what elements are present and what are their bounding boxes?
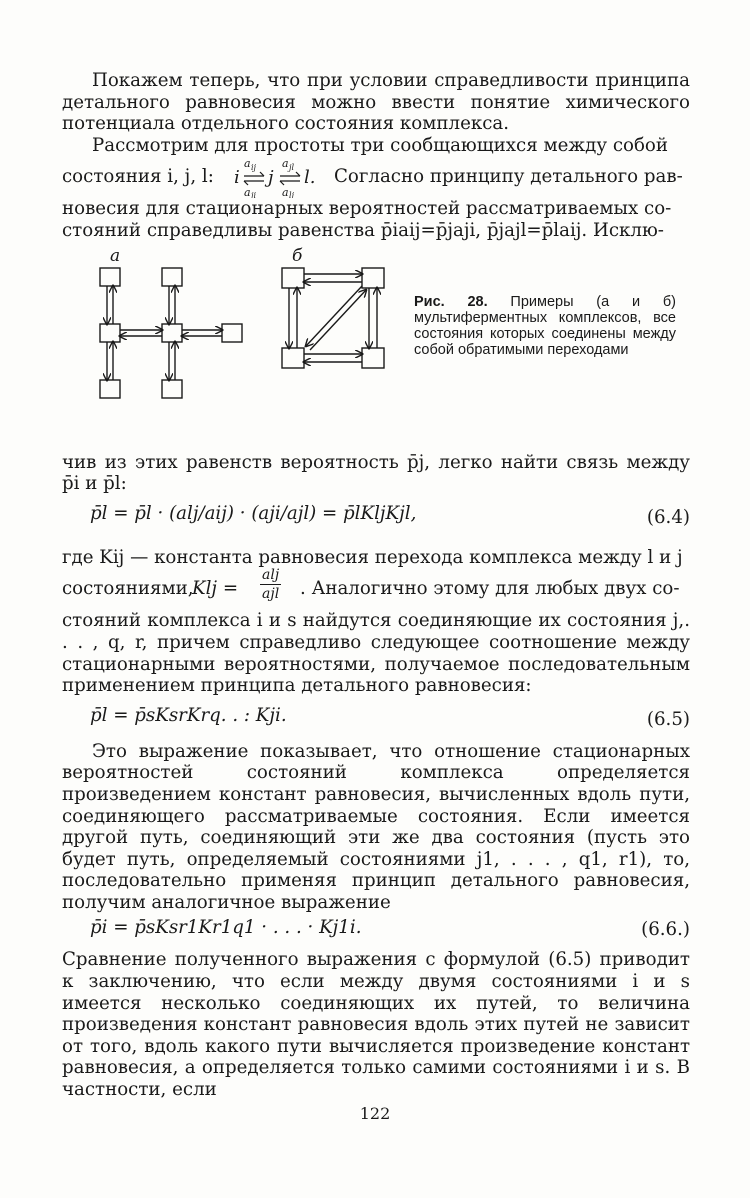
page-body [62,70,690,1101]
k-lj-denominator: ajl [262,586,280,603]
multienzyme-complex-diagrams [62,242,402,452]
svg-text:jl: jl [289,163,295,173]
svg-text:lj: lj [289,191,295,199]
figure-28 [62,242,690,452]
equation-6-6-body: p̄i = p̄sKsr1Kr1q1 · . . . · Kj1i. [90,917,362,939]
paragraph-4-line-1: где Kij — константа равновесия перехода комплекса между l и j [62,546,683,568]
paragraph-4-rest: стояний комплекса i и s найдутся соединяющие их состояния j,. . . , q, r, причем справедливо следующее соотношение между стационарными вероятностями, получаемое последовательным применением принципа детального равновесия: [62,610,690,697]
states-label: состояния i, j, l: [62,166,214,188]
equation-6-6 [62,913,690,949]
equation-6-5 [62,697,690,741]
equation-6-6-label: (6.6.) [641,919,690,941]
states-word: состояниями, [62,578,194,600]
equation-6-5-body: p̄l = p̄sKsrKrq. . : Kji. [90,704,287,726]
reaction-scheme [230,156,320,198]
paragraph-1: Покажем теперь, что при условии справедливости принципа детального равновесия можно ввести понятие химического потенциала отдельного состояния комплекса. [62,70,690,135]
figure-label-b: б [292,245,303,266]
figure-caption-number: Рис. 28. [414,293,488,310]
reversible-arrows-diagram [230,156,320,198]
svg-text:i: i [234,167,240,189]
figure-caption-text: Примеры (а и б) мультиферментных комплексов, все состояния которых соединены между собой обратимыми переходами [414,293,676,358]
paragraph-3: чив из этих равенств вероятность p̄j, легко найти связь между p̄i и p̄l: [62,451,690,495]
paragraph-2-line-4: стояний справедливы равенства p̄iaij=p̄jaji, p̄jajl=p̄laij. Исклю- [62,219,664,241]
equation-6-5-label: (6.5) [646,708,690,730]
equation-6-4-body: p̄l = p̄l · (alj/aij) · (aji/ajl) = p̄lKljKjl, [90,502,417,524]
paragraph-6: Сравнение полученного выражения с формулой (6.5) приводит к заключению, что если между двумя состояниями i и s имеется несколько соединяющих их путей, то величина произведения констант равновесия вдоль этих путей не зависит от того, вдоль какого пути вычисляется произведение констант равновесия, а определяется только самими состояниями i и s. В частности, если [62,949,690,1101]
svg-text:ij: ij [251,163,257,173]
figure-caption [414,294,676,358]
svg-text:a: a [244,186,251,199]
paragraph-2-line-1: Рассмотрим для простоты три сообщающихся между собой [92,134,668,156]
equation-6-4-label: (6.4) [646,506,690,528]
k-lj-fraction [260,568,281,601]
svg-text:a: a [282,186,289,199]
paragraph-2-line-3: новесия для стационарных вероятностей рассматриваемых со- [62,198,672,220]
diagram-a [100,268,242,398]
svg-text:a: a [244,157,251,171]
equation-6-4 [62,495,690,547]
detailed-balance-text: Согласно принципу детального рав- [334,166,683,188]
svg-text:l.: l. [304,167,316,189]
k-lj-lhs: Klj = [192,578,239,600]
k-lj-numerator: alj [262,567,280,584]
page-number: 122 [359,1104,391,1123]
paragraph-4-line-2 [62,568,690,610]
paragraph-5: Это выражение показывает, что отношение стационарных вероятностей состояний комплекса определяется произведением констант равновесия, вычисленных вдоль пути, соединяющего рассматриваемые состояния. Если имеется другой путь, соединяющий эти же два состояния (пусть это будет путь, определяемый состояниями j1, . . . , q1, r1), то, последовательно применяя принцип детального равновесия, получим аналогичное выражение [62,740,690,913]
paragraph-2-scheme-line [62,156,690,198]
svg-text:ji: ji [251,191,257,199]
analogous-text: . Аналогично этому для любых двух со- [300,578,680,600]
svg-text:a: a [282,157,289,171]
figure-label-a: а [110,245,121,266]
svg-text:j: j [268,167,274,189]
diagram-b [282,268,384,368]
